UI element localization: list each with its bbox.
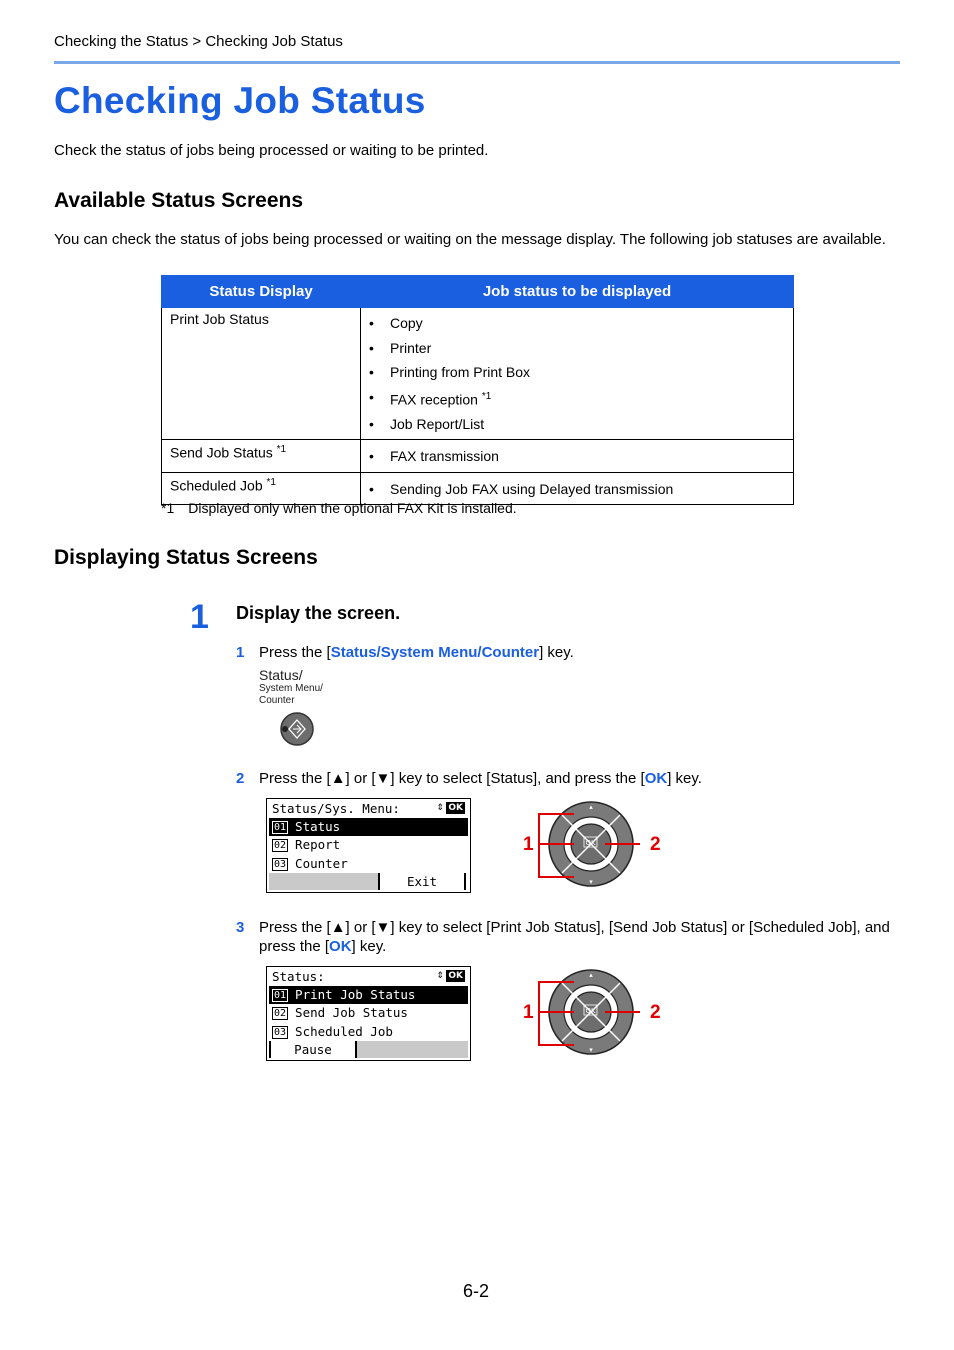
- substep-2: 2 Press the [▲] or [▼] key to select [Status], and press the [OK] key.: [236, 770, 702, 787]
- callout-1: 1: [523, 1002, 534, 1023]
- table-header-status-display: Status Display: [162, 276, 361, 308]
- menu-item-scheduled-job[interactable]: 03 Scheduled Job: [274, 1024, 393, 1039]
- table-cell-label: Print Job Status: [162, 308, 361, 440]
- substep-1: 1 Press the [Status/System Menu/Counter] key.: [236, 644, 574, 661]
- menu-item-report[interactable]: 02 Report: [274, 837, 341, 852]
- footnote-ref: *1: [481, 390, 492, 402]
- step-title: Display the screen.: [236, 603, 401, 623]
- down-arrow-icon[interactable]: ▾: [589, 879, 593, 886]
- status-table: [161, 275, 794, 505]
- status-system-menu-key-icon[interactable]: [278, 710, 318, 750]
- footnote: *1 Displayed only when the optional FAX Kit is installed.: [161, 500, 517, 516]
- lcd-screen-status: Status: ⇕ OK 01 Print Job Status 02 Send Job Status 03 Scheduled Job Pause: [266, 966, 471, 1061]
- list-item: • Job Report/List: [369, 412, 785, 437]
- dpad-diagram-1: [510, 800, 670, 890]
- menu-item-send-job-status[interactable]: 02 Send Job Status: [274, 1005, 408, 1020]
- list-item: • Copy: [369, 311, 785, 336]
- table-cell-label: Scheduled Job $^{*1}$: [162, 472, 361, 505]
- softkey-exit[interactable]: Exit: [378, 873, 466, 890]
- list-item: • Printing from Print Box: [369, 360, 785, 385]
- scroll-arrows-icon: ⇕: [436, 967, 444, 981]
- table-header-job-status: Job status to be displayed: [361, 276, 794, 308]
- section-paragraph: You can check the status of jobs being processed or waiting on the message display. The following job statuses are available.: [54, 231, 886, 248]
- menu-item-status[interactable]: 01 Status: [269, 818, 468, 836]
- list-item: • FAX reception $^{*1}$: [369, 385, 785, 412]
- list-item: • FAX transmission: [369, 444, 785, 469]
- up-arrow-icon[interactable]: ▴: [589, 972, 593, 979]
- section-heading-displaying: Displaying Status Screens: [54, 546, 318, 569]
- substep-3: 3 Press the [▲] or [▼] key to select [Print Job Status], [Send Job Status] or [Scheduled Job], and press the [OK] key.: [236, 919, 890, 955]
- lcd-screen-status-menu: Status/Sys. Menu: ⇕ OK 01 Status 02 Report 03 Counter Exit: [266, 798, 471, 893]
- page-number: 6-2: [463, 1281, 490, 1301]
- callout-2: 2: [650, 834, 661, 855]
- intro-text: Check the status of jobs being processed or waiting to be printed.: [54, 142, 489, 159]
- table-cell-items: [361, 308, 794, 440]
- softkey-pause[interactable]: Pause: [269, 1041, 357, 1058]
- section-heading-available: Available Status Screens: [54, 189, 304, 212]
- step-number: 1: [190, 598, 209, 636]
- dpad-ok-label: OK: [585, 839, 596, 847]
- status-key-label: Status/ System Menu/ Counter: [259, 667, 323, 706]
- table-row: [162, 308, 794, 440]
- table-cell-items: [361, 440, 794, 473]
- footnote-ref: *1: [266, 476, 276, 488]
- list-item: • Sending Job FAX using Delayed transmission: [369, 477, 785, 502]
- callout-2: 2: [650, 1002, 661, 1023]
- down-arrow-icon[interactable]: ▾: [589, 1047, 593, 1054]
- up-arrow-icon[interactable]: ▴: [589, 804, 593, 811]
- breadcrumb: Checking the Status > Checking Job Status: [54, 33, 343, 50]
- dpad-ok-label: OK: [585, 1007, 596, 1015]
- page-title: Checking Job Status: [54, 80, 426, 121]
- ok-icon: OK: [448, 971, 463, 981]
- ok-icon: OK: [448, 803, 463, 813]
- footnote-ref: *1: [276, 444, 287, 456]
- scroll-arrows-icon: ⇕: [436, 799, 444, 813]
- callout-1: 1: [523, 834, 534, 855]
- list-item: • Printer: [369, 336, 785, 361]
- table-cell-label: Send Job Status $^{*1}$: [162, 440, 361, 473]
- header-rule: [54, 61, 900, 64]
- menu-item-counter[interactable]: 03 Counter: [274, 856, 348, 871]
- menu-item-print-job-status[interactable]: 01 Print Job Status: [269, 986, 468, 1004]
- table-row: [162, 440, 794, 473]
- dpad-diagram-2: [510, 968, 670, 1058]
